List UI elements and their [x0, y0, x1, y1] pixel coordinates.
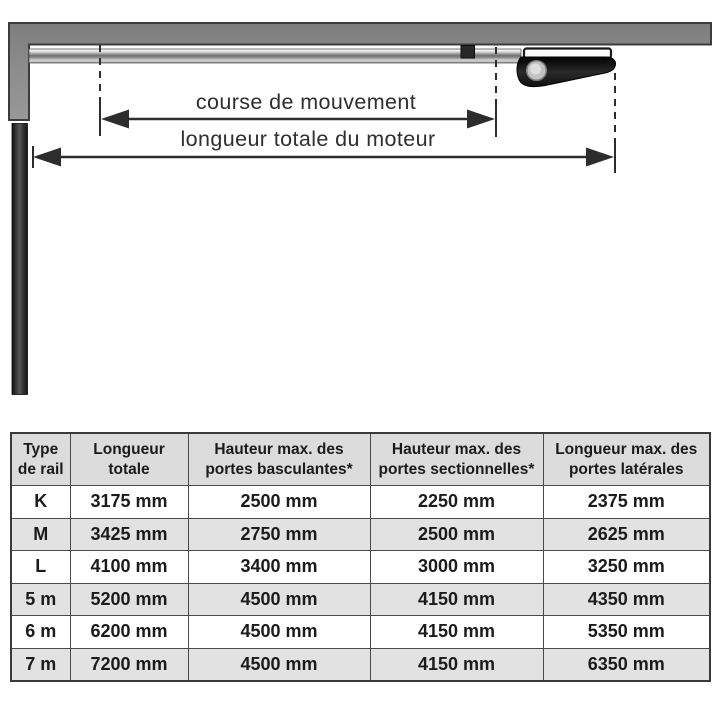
- cell-max-length-side: 6350 mm: [543, 648, 710, 681]
- header-line: Hauteur max. des: [391, 441, 522, 459]
- table-header-row: [11, 433, 710, 486]
- cell-total-length: 4100 mm: [70, 551, 188, 584]
- cell-max-height-up-and-over: 4500 mm: [188, 616, 370, 649]
- cell-max-height-sectional: 3000 mm: [370, 551, 543, 584]
- cell-max-height-up-and-over: 2750 mm: [188, 518, 370, 551]
- cell-max-height-sectional: 2500 mm: [370, 518, 543, 551]
- cell-max-length-side: 4350 mm: [543, 583, 710, 616]
- cell-max-height-up-and-over: 4500 mm: [188, 648, 370, 681]
- table-row: [11, 486, 710, 519]
- motor-lamp-highlight: [530, 64, 541, 75]
- cell-total-length: 7200 mm: [70, 648, 188, 681]
- table-row: [11, 648, 710, 681]
- rail-spec-table: [10, 432, 711, 682]
- col-header-max-height-sectional: [370, 433, 543, 486]
- header-line: portes sectionnelles*: [378, 460, 535, 478]
- travel-label: course de mouvement: [195, 90, 417, 114]
- cell-max-height-up-and-over: 3400 mm: [188, 551, 370, 584]
- col-header-total-length: [70, 433, 188, 486]
- header-line: Hauteur max. des: [214, 441, 344, 459]
- header-line: portes basculantes*: [205, 460, 353, 478]
- header-line: Type: [23, 441, 59, 459]
- header-line: de rail: [17, 460, 64, 478]
- cell-rail-type: M: [11, 518, 70, 551]
- cell-rail-type: L: [11, 551, 70, 584]
- cell-max-height-sectional: 4150 mm: [370, 616, 543, 649]
- cell-max-length-side: 2375 mm: [543, 486, 710, 519]
- total-length-label: longueur totale du moteur: [180, 127, 436, 151]
- table-row: [11, 518, 710, 551]
- rail-trolley: [461, 46, 475, 59]
- guide-rail: [29, 49, 521, 63]
- cell-total-length: 3175 mm: [70, 486, 188, 519]
- header-line: Longueur: [93, 441, 165, 459]
- table-row: [11, 583, 710, 616]
- col-header-max-length-side: [543, 433, 710, 486]
- header-line: portes latérales: [568, 460, 684, 478]
- cell-max-height-up-and-over: 4500 mm: [188, 583, 370, 616]
- cell-rail-type: 5 m: [11, 583, 70, 616]
- cell-rail-type: K: [11, 486, 70, 519]
- cell-max-height-up-and-over: 2500 mm: [188, 486, 370, 519]
- cell-total-length: 5200 mm: [70, 583, 188, 616]
- table-row: [11, 551, 710, 584]
- header-line: totale: [108, 460, 150, 478]
- door-panel: [12, 124, 28, 395]
- col-header-max-height-up-and-over: [188, 433, 370, 486]
- col-header-rail-type: [11, 433, 70, 486]
- table-row: [11, 616, 710, 649]
- cell-max-height-sectional: 2250 mm: [370, 486, 543, 519]
- cell-rail-type: 6 m: [11, 616, 70, 649]
- cell-max-length-side: 5350 mm: [543, 616, 710, 649]
- cell-max-length-side: 3250 mm: [543, 551, 710, 584]
- header-line: Longueur max. des: [555, 441, 698, 459]
- cell-total-length: 3425 mm: [70, 518, 188, 551]
- cell-max-height-sectional: 4150 mm: [370, 648, 543, 681]
- cell-rail-type: 7 m: [11, 648, 70, 681]
- cell-total-length: 6200 mm: [70, 616, 188, 649]
- cell-max-height-sectional: 4150 mm: [370, 583, 543, 616]
- cell-max-length-side: 2625 mm: [543, 518, 710, 551]
